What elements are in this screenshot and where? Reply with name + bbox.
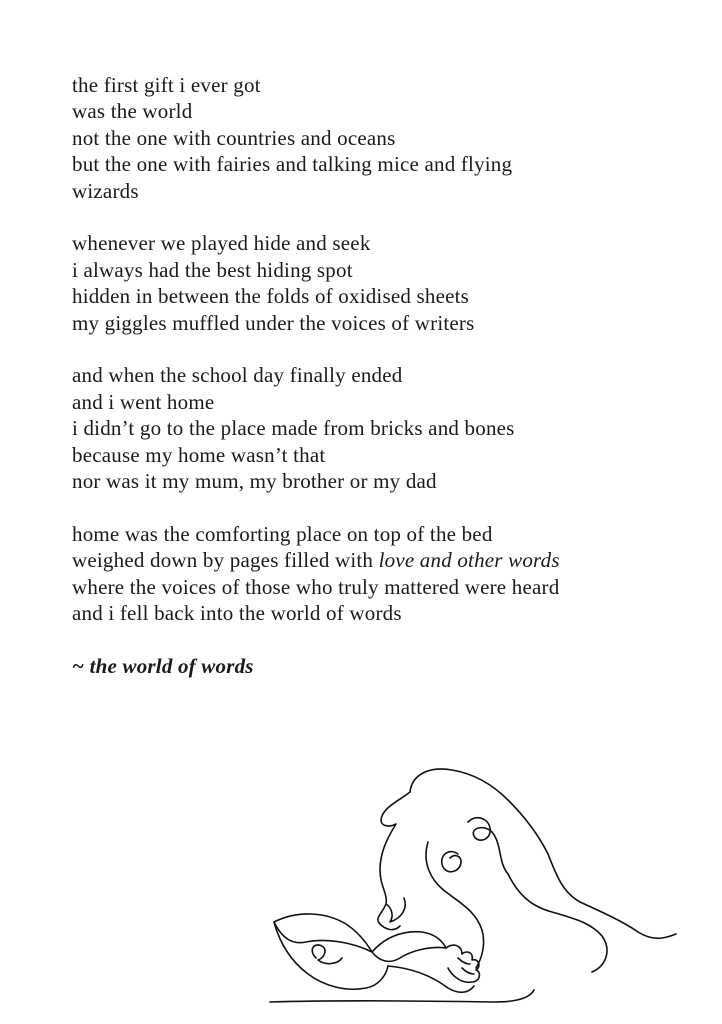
stanza-1 xyxy=(72,72,692,204)
hair-outline xyxy=(410,769,676,938)
poem xyxy=(72,72,692,679)
bed-line xyxy=(270,990,534,1002)
back-line xyxy=(508,874,607,972)
poem-line: because my home wasn’t that xyxy=(72,442,326,467)
poem-line: where the voices of those who truly mattered were heard xyxy=(72,574,560,599)
poem-line: the first gift i ever got xyxy=(72,73,261,97)
ear-swirl xyxy=(442,852,461,872)
chin-line xyxy=(380,924,400,930)
poem-line: i didn’t go to the place made from bricks and bones xyxy=(72,416,515,441)
poem-line: and when the school day finally ended xyxy=(72,363,403,388)
book-right-cover xyxy=(388,966,474,992)
stanza-3 xyxy=(72,362,692,494)
hair-strand xyxy=(386,898,405,922)
poem-signature: ~ the world of words xyxy=(72,653,254,678)
poem-line: but the one with fairies and talking mice and flying xyxy=(72,152,513,177)
poem-line: was the world xyxy=(72,99,193,124)
italic-phrase: love and other words xyxy=(378,548,560,573)
poem-line: home was the comforting place on top of the bed xyxy=(72,521,493,546)
poem-line-text: weighed down by pages filled with xyxy=(72,548,379,573)
page-swirl xyxy=(312,945,342,964)
poem-line: hidden in between the folds of oxidised sheets xyxy=(72,284,470,309)
reading-girl-line-art-icon xyxy=(262,762,682,1012)
poem-line: not the one with countries and oceans xyxy=(72,125,396,150)
shoulder-line xyxy=(426,842,484,968)
poem-line: whenever we played hide and seek xyxy=(72,231,371,256)
poem-line: my giggles muffled under the voices of writers xyxy=(72,310,475,335)
hand xyxy=(446,945,479,982)
stanza-2 xyxy=(72,230,692,336)
book-right-page xyxy=(372,932,446,962)
poem-line: wizards xyxy=(72,178,139,203)
poem-line xyxy=(72,547,692,573)
poem-line: nor was it my mum, my brother or my dad xyxy=(72,469,437,494)
hair-loop xyxy=(468,818,508,874)
poem-line: and i fell back into the world of words xyxy=(72,601,402,626)
poem-line: and i went home xyxy=(72,389,215,414)
poem-line: i always had the best hiding spot xyxy=(72,257,353,282)
book-left-cover xyxy=(274,922,388,989)
stanza-4 xyxy=(72,521,692,627)
